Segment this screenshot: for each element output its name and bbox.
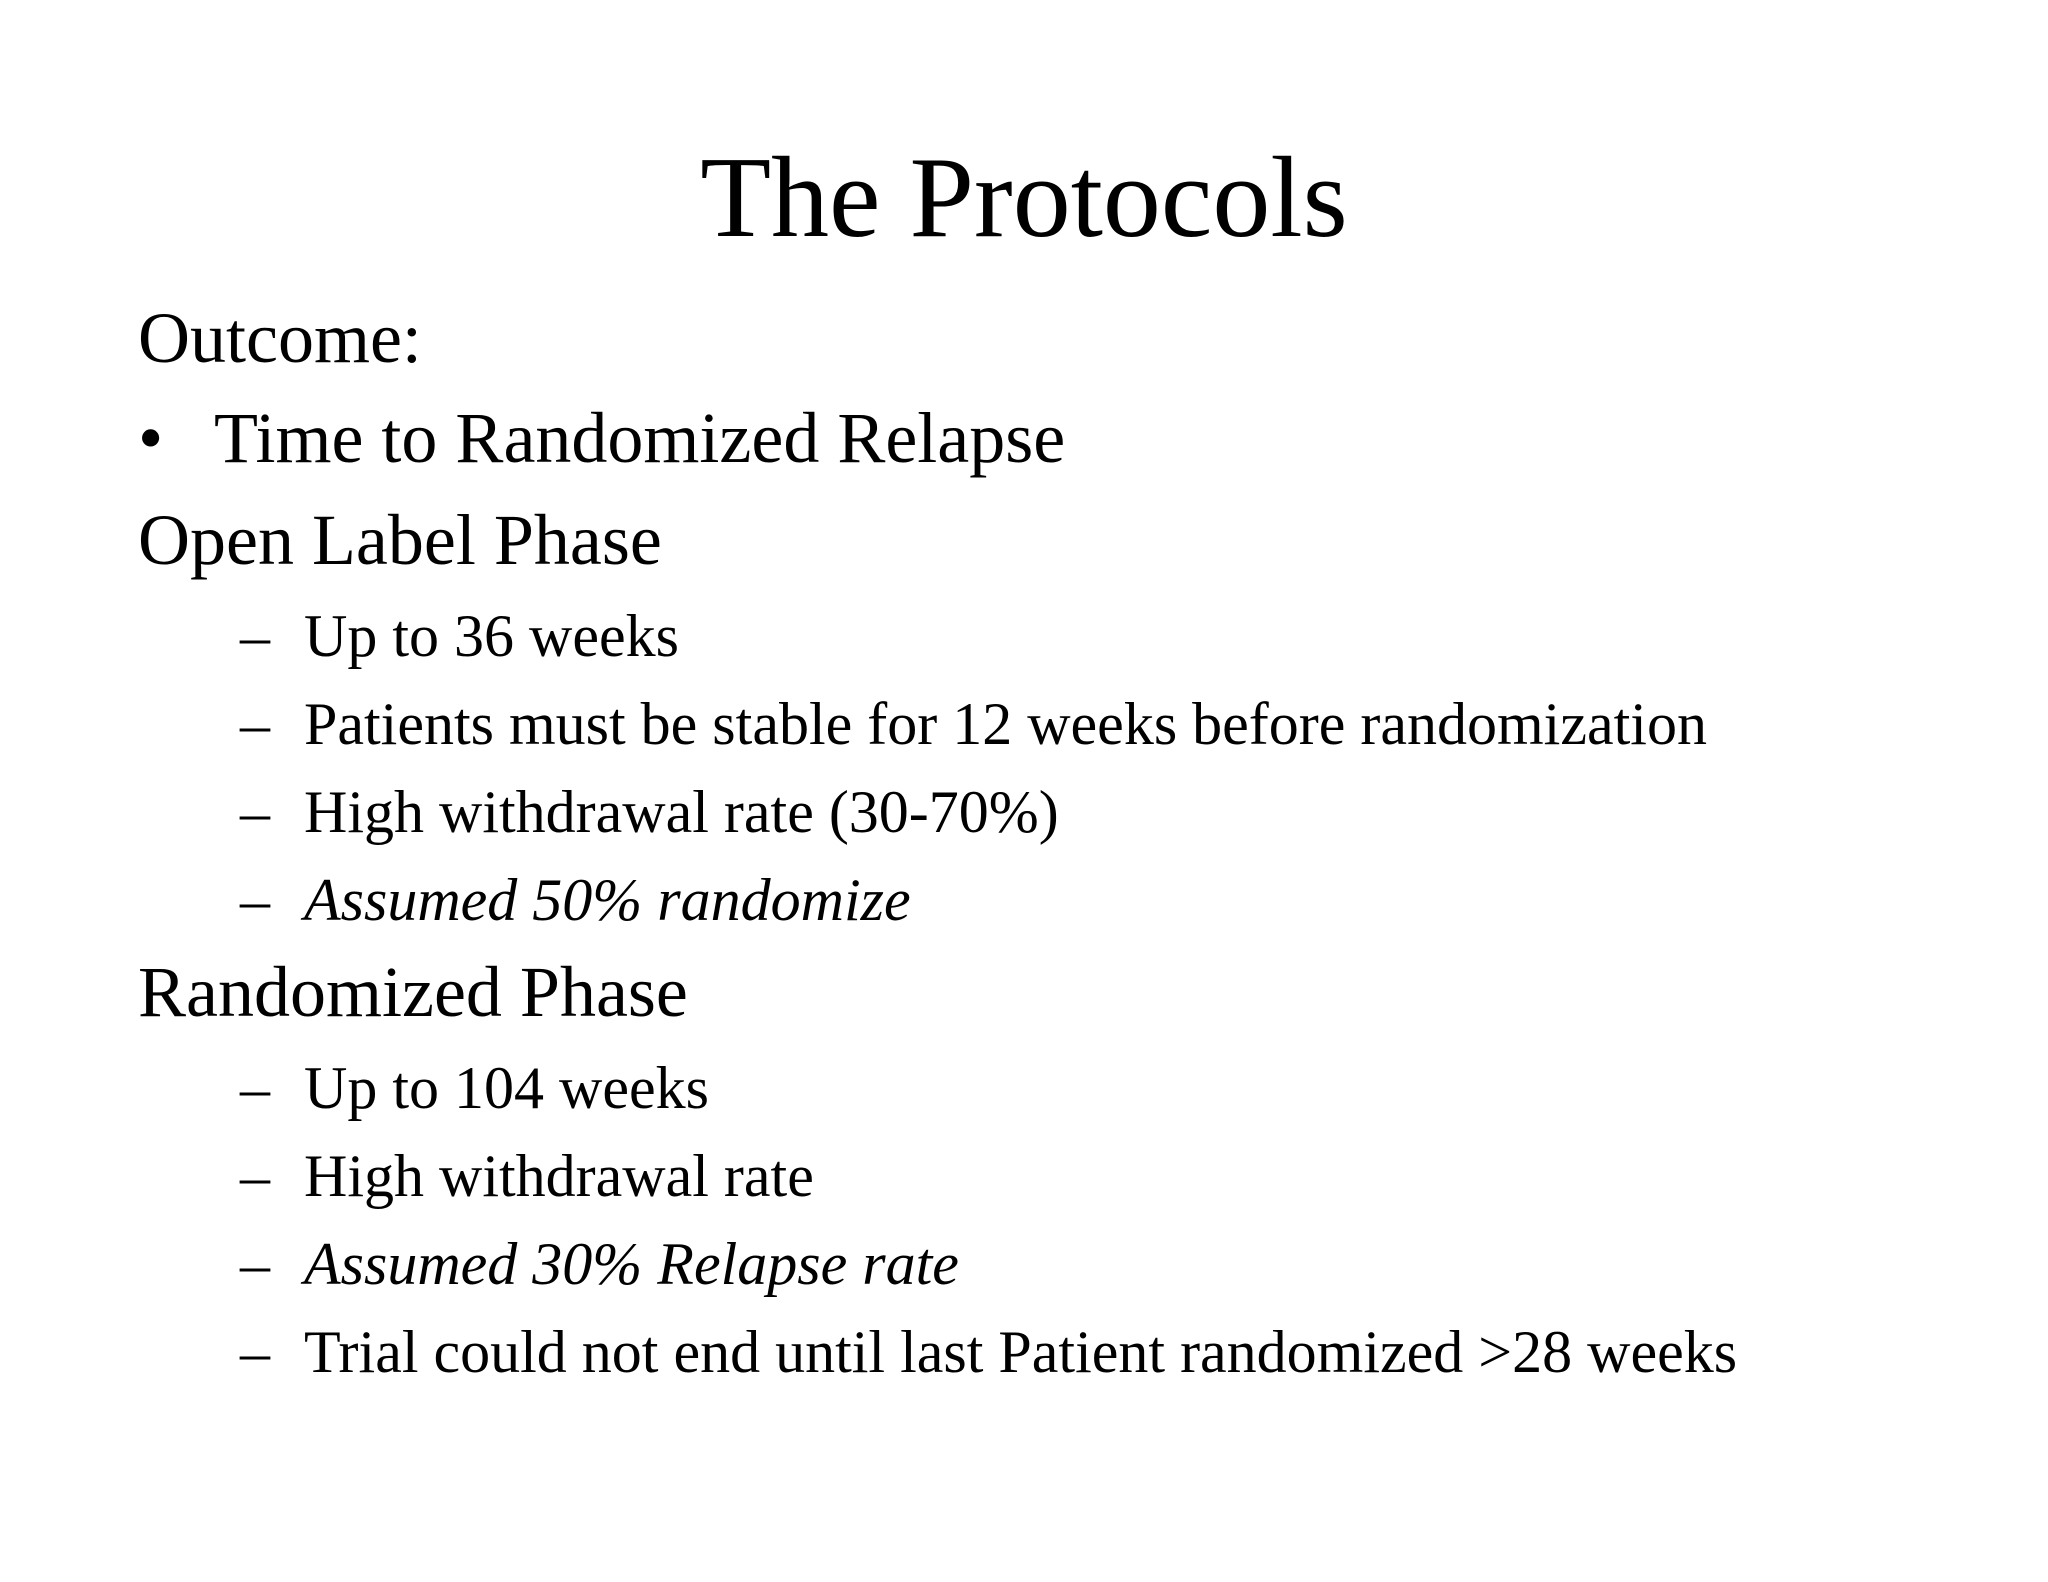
outcome-heading: Outcome:	[138, 298, 422, 378]
bullet-marker: •	[138, 398, 164, 478]
dash-marker: –	[240, 779, 270, 845]
randomized-phase-heading: Randomized Phase	[138, 952, 688, 1032]
list-item-text: Assumed 30% Relapse rate	[304, 1231, 959, 1297]
list-item-text: Up to 104 weeks	[304, 1055, 709, 1121]
dash-marker: –	[240, 691, 270, 757]
list-item-text: High withdrawal rate (30-70%)	[304, 779, 1059, 845]
dash-marker: –	[240, 603, 270, 669]
dash-marker: –	[240, 1231, 270, 1297]
outcome-bullet-text: Time to Randomized Relapse	[214, 398, 1066, 478]
open-label-phase-heading: Open Label Phase	[138, 500, 662, 580]
slide-title: The Protocols	[700, 134, 1348, 262]
dash-marker: –	[240, 867, 270, 933]
list-item-text: High withdrawal rate	[304, 1143, 814, 1209]
dash-marker: –	[240, 1319, 270, 1385]
list-item-text: Assumed 50% randomize	[304, 867, 911, 933]
list-item-text: Trial could not end until last Patient randomized >28 weeks	[304, 1319, 1738, 1385]
list-item-text: Patients must be stable for 12 weeks before randomization	[304, 691, 1707, 757]
dash-marker: –	[240, 1143, 270, 1209]
list-item-text: Up to 36 weeks	[304, 603, 679, 669]
dash-marker: –	[240, 1055, 270, 1121]
